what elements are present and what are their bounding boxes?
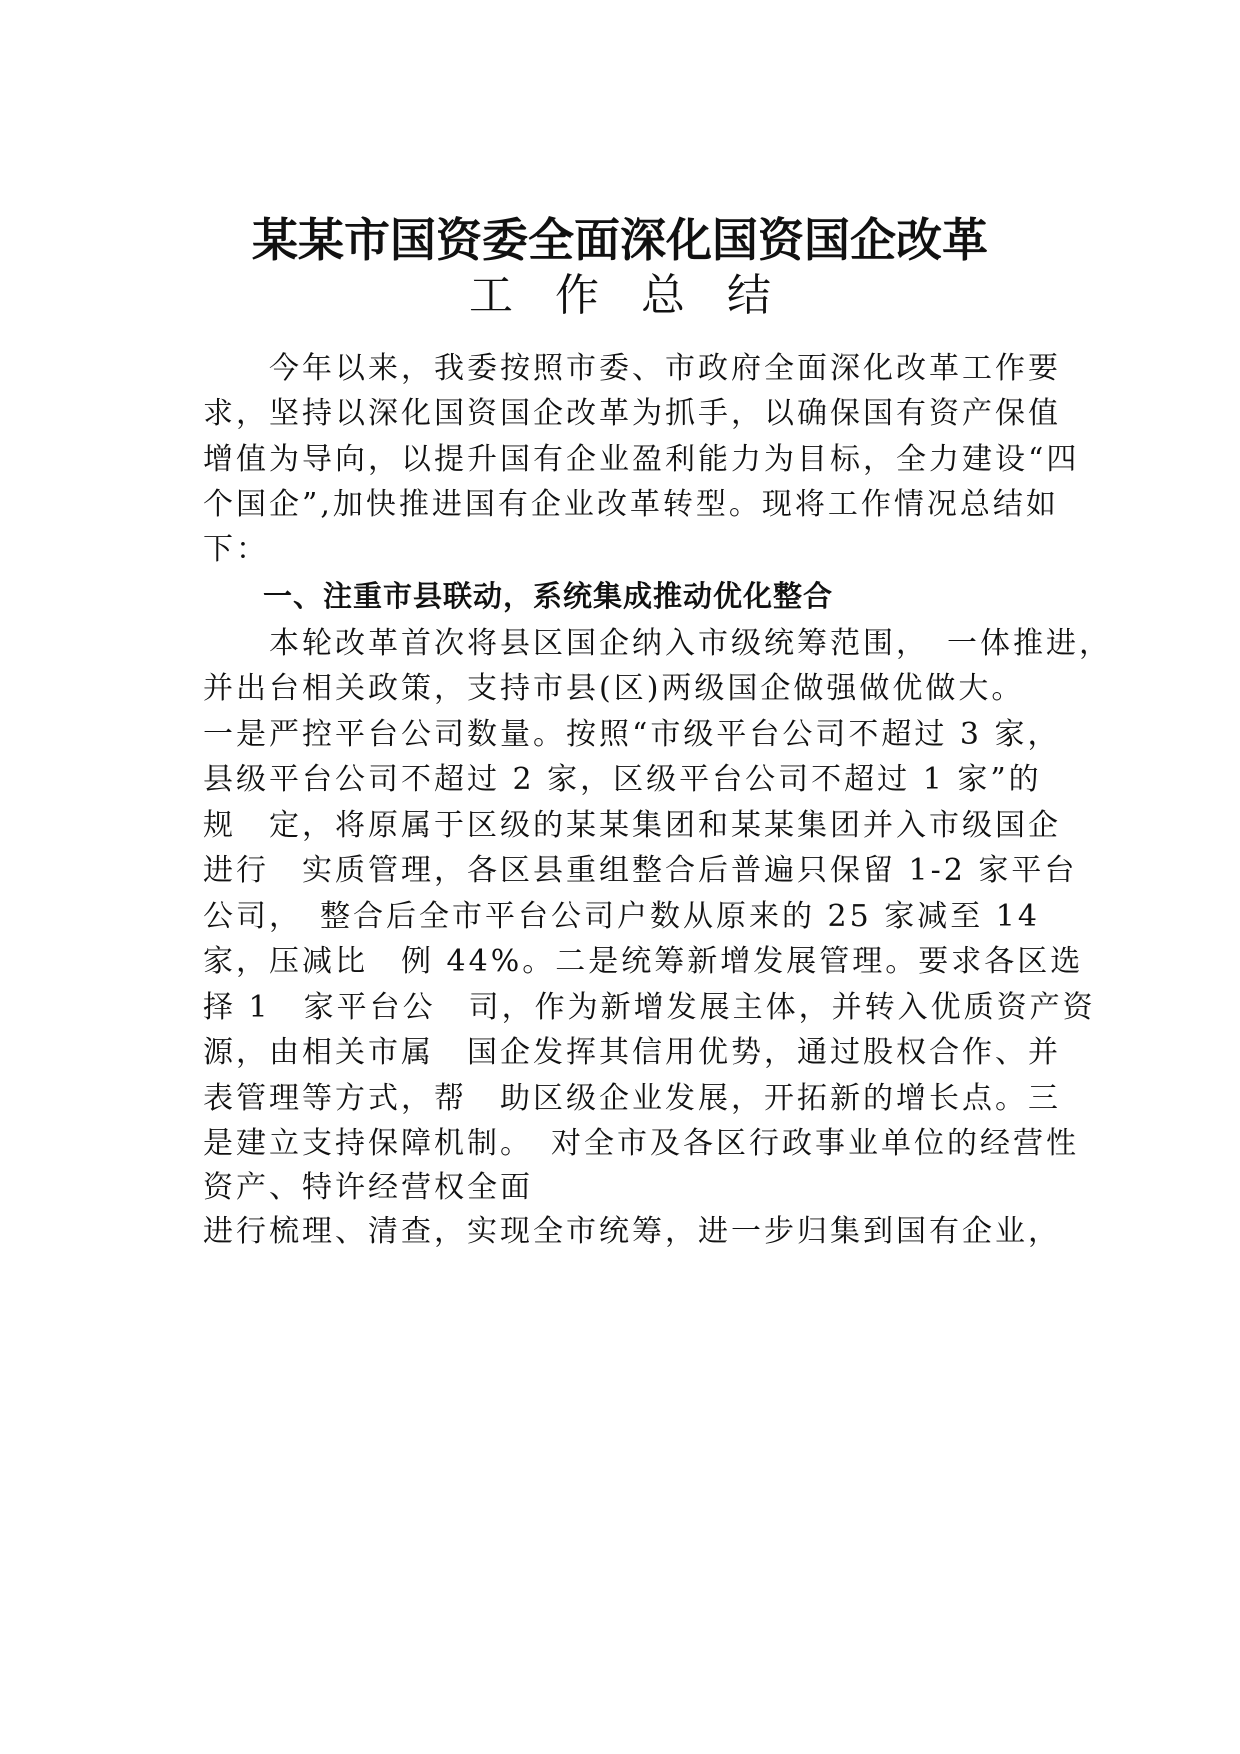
body-line: 进行梳理、清查，实现全市统筹，进一步归集到国有企业， — [203, 1214, 1061, 1249]
body-line: 本轮改革首次将县区国企纳入市级统筹范围， 一体推进， — [203, 626, 1112, 661]
body-line: 家，压减比 例 44%。二是统筹新增发展管理。要求各区选 — [203, 944, 1084, 979]
body-line: 资产、特许经营权全面 — [203, 1170, 533, 1205]
body-line: 个国企”,加快推进国有企业改革转型。现将工作情况总结如 — [203, 487, 1059, 522]
body-line: 今年以来，我委按照市委、市政府全面深化改革工作要 — [203, 351, 1061, 386]
body-line: 并出台相关政策，支持市县(区)两级国企做强做优做大。 — [203, 671, 1025, 706]
document-title: 某某市国资委全面深化国资国企改革 — [252, 213, 988, 267]
body-line: 增值为导向，以提升国有企业盈利能力为目标，全力建设“四 — [203, 442, 1080, 477]
body-line: 是建立支持保障机制。 对全市及各区行政事业单位的经营性 — [203, 1126, 1079, 1161]
body-line: 下： — [203, 532, 269, 567]
body-line: 求，坚持以深化国资国企改革为抓手，以确保国有资产保值 — [203, 396, 1061, 431]
body-line: 择 1 家平台公 司，作为新增发展主体，并转入优质资产资 — [203, 990, 1096, 1025]
body-line: 规 定，将原属于区级的某某集团和某某集团并入市级国企 — [203, 808, 1061, 843]
body-line: 公司， 整合后全市平台公司户数从原来的 25 家减至 14 — [203, 899, 1040, 934]
section-heading: 一、注重市县联动，系统集成推动优化整合 — [203, 579, 834, 613]
document-subtitle: 工作总结 — [469, 270, 813, 321]
body-line: 一是严控平台公司数量。按照“市级平台公司不超过 3 家， — [203, 717, 1061, 752]
body-line: 表管理等方式，帮 助区级企业发展，开拓新的增长点。三 — [203, 1081, 1061, 1116]
body-line: 县级平台公司不超过 2 家，区级平台公司不超过 1 家”的 — [203, 762, 1042, 797]
body-line: 源，由相关市属 国企发挥其信用优势，通过股权合作、并 — [203, 1035, 1061, 1070]
body-line: 进行 实质管理，各区县重组整合后普遍只保留 1-2 家平台 — [203, 853, 1078, 888]
